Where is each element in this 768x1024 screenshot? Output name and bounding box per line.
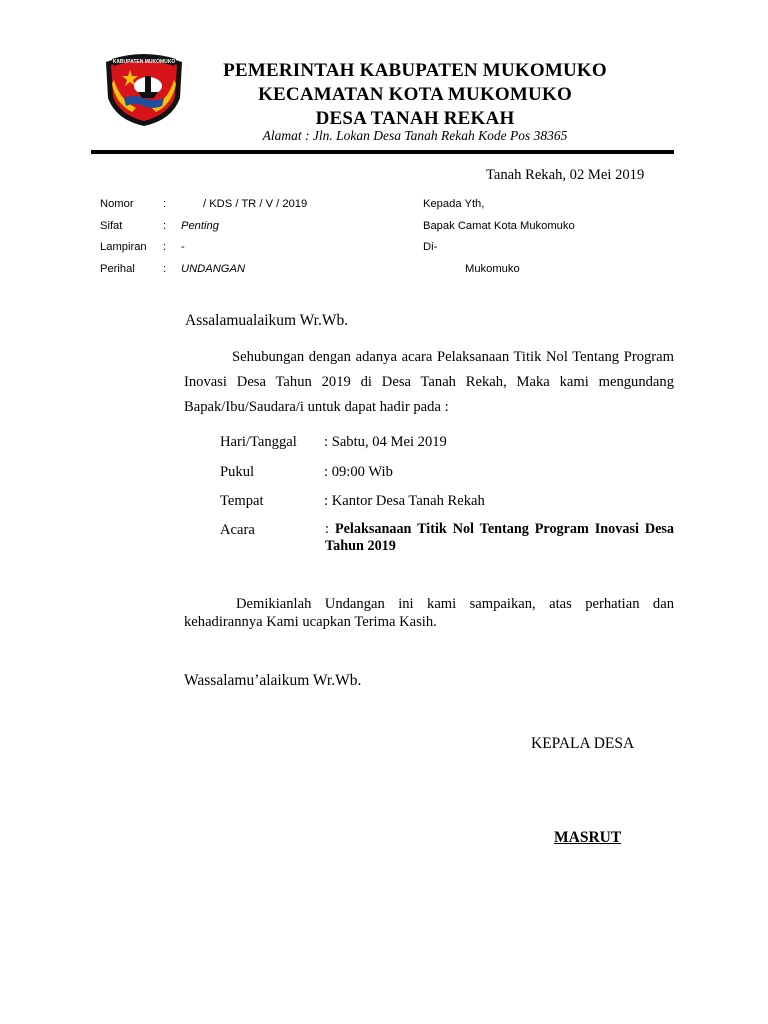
closing-paragraph-text: Demikianlah Undangan ini kami sampaikan, atas perhatian dan kehadirannya Kami ucapkan Terima Kasih. bbox=[184, 596, 674, 630]
perihal-colon: : bbox=[163, 263, 167, 275]
acara-text: Pelaksanaan Titik Nol Tentang Program Inovasi Desa Tahun 2019 bbox=[325, 521, 674, 554]
lampiran-label: Lampiran bbox=[100, 241, 147, 253]
signer-name: MASRUT bbox=[554, 829, 622, 846]
closing-greeting: Wassalamu’alaikum Wr.Wb. bbox=[184, 672, 362, 689]
tempat-label: Tempat bbox=[220, 493, 264, 509]
acara-value bbox=[325, 521, 674, 555]
acara-label: Acara bbox=[220, 522, 255, 538]
recipient-at: Di- bbox=[423, 241, 438, 253]
acara-colon: : bbox=[325, 521, 329, 537]
hari-label: Hari/Tanggal bbox=[220, 434, 297, 450]
svg-text:KABUPATEN MUKOMUKO: KABUPATEN MUKOMUKO bbox=[112, 59, 176, 65]
pukul-value: : 09:00 Wib bbox=[324, 464, 393, 480]
recipient-salutation: Kepada Yth, bbox=[423, 198, 485, 210]
village-title: DESA TANAH REKAH bbox=[315, 108, 515, 129]
sifat-label: Sifat bbox=[100, 220, 123, 232]
tempat-value: : Kantor Desa Tanah Rekah bbox=[324, 493, 485, 509]
nomor-value: / KDS / TR / V / 2019 bbox=[203, 198, 308, 210]
office-address: Alamat : Jln. Lokan Desa Tanah Rekah Kode Pos 38365 bbox=[262, 128, 568, 143]
lampiran-value: - bbox=[181, 241, 185, 253]
letter-date: Tanah Rekah, 02 Mei 2019 bbox=[486, 167, 645, 183]
hari-value: : Sabtu, 04 Mei 2019 bbox=[324, 434, 447, 450]
nomor-colon: : bbox=[163, 198, 167, 210]
government-title: PEMERINTAH KABUPATEN MUKOMUKO bbox=[223, 60, 607, 81]
recipient-name: Bapak Camat Kota Mukomuko bbox=[423, 220, 575, 232]
district-title: KECAMATAN KOTA MUKOMUKO bbox=[258, 84, 572, 105]
lampiran-colon: : bbox=[163, 241, 167, 253]
perihal-label: Perihal bbox=[100, 263, 135, 275]
pukul-label: Pukul bbox=[220, 464, 255, 480]
intro-paragraph-text: Sehubungan dengan adanya acara Pelaksanaan Titik Nol Tentang Program Inovasi Desa Tahun 2019 di Desa Tanah Rekah, Maka kami mengundang Bapak/Ibu/Saudara/i untuk dapat hadir pada : bbox=[184, 349, 674, 415]
closing-paragraph bbox=[184, 596, 674, 631]
perihal-value: UNDANGAN bbox=[181, 263, 246, 275]
nomor-label: Nomor bbox=[100, 198, 134, 210]
recipient-city: Mukomuko bbox=[465, 263, 520, 275]
sifat-value: Penting bbox=[181, 220, 219, 232]
intro-paragraph bbox=[184, 345, 674, 420]
letterhead-divider bbox=[91, 150, 674, 154]
signer-position: KEPALA DESA bbox=[531, 735, 635, 752]
opening-greeting: Assalamualaikum Wr.Wb. bbox=[185, 312, 349, 329]
sifat-colon: : bbox=[163, 220, 167, 232]
